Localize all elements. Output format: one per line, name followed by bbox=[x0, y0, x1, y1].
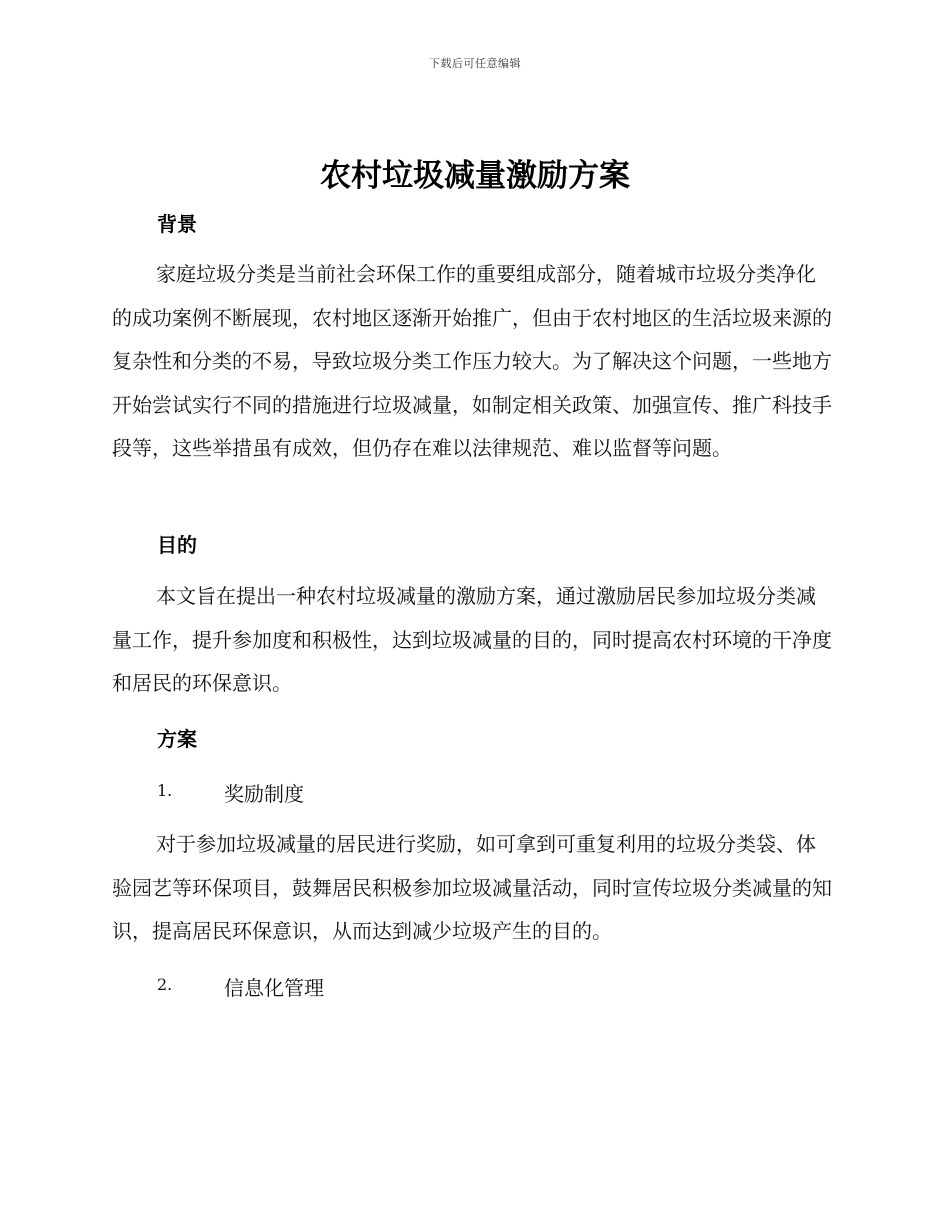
section-heading-background: 背景 bbox=[157, 212, 197, 236]
section-heading-purpose: 目的 bbox=[157, 533, 197, 557]
list-item-number: 1. bbox=[157, 781, 173, 800]
document-title: 农村垃圾减量激励方案 bbox=[320, 158, 630, 194]
list-item-label: 信息化管理 bbox=[224, 976, 324, 1000]
list-item-label: 奖励制度 bbox=[224, 782, 304, 806]
paragraph-background: 家庭垃圾分类是当前社会环保工作的重要组成部分，随着城市垃圾分类净化的成功案例不断展现，农村地区逐渐开始推广，但由于农村地区的生活垃圾来源的复杂性和分类的不易，导致垃圾分类工作压力较大。为了解决这个问题，一些地方开始尝试实行不同的措施进行垃圾减量，如制定相关政策、加强宣传、推广科技手段等，这些举措虽有成效，但仍存在难以法律规范、难以监督等问题。 bbox=[112, 262, 832, 460]
paragraph-reward-system: 对于参加垃圾减量的居民进行奖励，如可拿到可重复利用的垃圾分类袋、体验园艺等环保项目，鼓舞居民积极参加垃圾减量活动，同时宣传垃圾分类减量的知识，提高居民环保意识，从而达到减少垃圾产生的目的。 bbox=[112, 832, 832, 943]
section-heading-plan: 方案 bbox=[157, 727, 197, 751]
paragraph-purpose: 本文旨在提出一种农村垃圾减量的激励方案，通过激励居民参加垃圾分类减量工作，提升参加度和积极性，达到垃圾减量的目的，同时提高农村环境的干净度和居民的环保意识。 bbox=[112, 584, 832, 695]
header-note: 下载后可任意编辑 bbox=[429, 57, 521, 70]
list-item-number: 2. bbox=[157, 975, 173, 994]
